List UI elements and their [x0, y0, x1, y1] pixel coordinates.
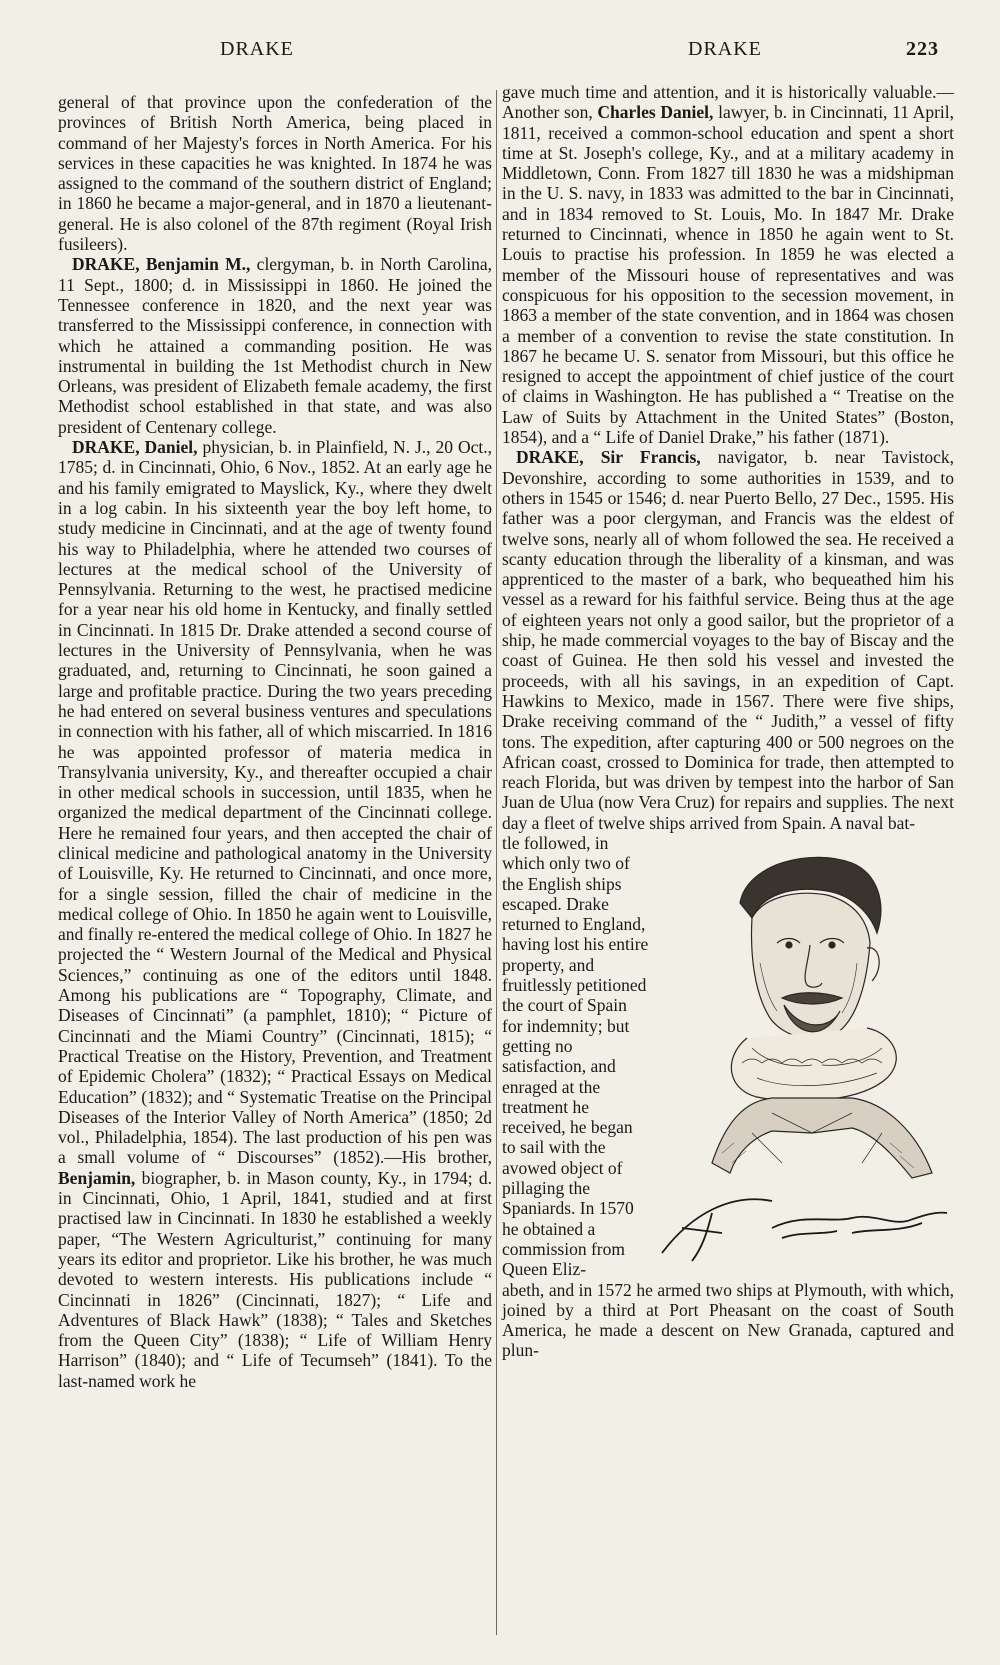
running-head-left: DRAKE [220, 38, 294, 60]
entry-benjamin-m-drake: DRAKE, Benjamin M., clergyman, b. in North Carolina, 11 Sept., 1800; d. in Mississippi in 1860. He joined the Tennessee conference in 1820, and the next year was transferred to the Mississippi conference, in connection with which he attained a commanding position. He was instrumental in building the 1st Methodist church in New Orleans, was president of Elizabeth female academy, the first Methodist school established in that state, and was also president of Centenary college. [58, 254, 492, 437]
inline-headword: Benjamin, [58, 1167, 136, 1188]
portrait-engraving [650, 833, 954, 1277]
portrait-wrap [502, 833, 954, 1280]
page-number: 223 [906, 38, 939, 60]
entry-francis-drake: DRAKE, Sir Francis, navigator, b. near Tavistock, Devonshire, according to some authorities in 1539, and to others in 1545 or 1546; d. near Puerto Bello, 27 Dec., 1595. His father was a poor clergyman, and Francis was the eldest of twelve sons, nearly all of whom followed the sea. He received a scanty education through the liberality of a kinsman, and was apprenticed to the master of a bark, who bequeathed him his vessel as a reward for his faithful service. Being thus at the age of eighteen years not only a good sailor, but the proprietor of a ship, he made commercial voyages to the bay of Biscay and the coast of Guinea. He then sold his vessel and invested the proceeds, with all his savings, in an expedition of Capt. Hawkins to Mexico, made in 1567. There were five ships, Drake receiving command of the “ Judith,” a vessel of fifty tons. The expedition, after capturing 400 or 500 negroes on the African coast, crossed to Dominica for trade, then attempted to reach Florida, but was driven by tempest into the harbor of San Juan de Ulua (now Vera Cruz) for repairs and supplies. The next day a fleet of twelve ships arrived from Spain. A naval bat- [502, 447, 955, 833]
headword: DRAKE, Daniel, [72, 437, 198, 458]
left-column [58, 92, 492, 1647]
headword: DRAKE, Benjamin M., [72, 254, 251, 275]
entry-daniel-drake: DRAKE, Daniel, physician, b. in Plainfield, N. J., 20 Oct., 1785; d. in Cincinnati, Ohio, 6 Nov., 1852. At an early age he and his family emigrated to Mayslick, Ky., where they dwelt in a log cabin. In his sixteenth year the boy left home, to study medicine in Cincinnati, and at the age of twenty found his way to Philadelphia, where he attended two courses of lectures at the medical school of the University of Pennsylvania. Returning to the west, he practised medicine for a year near his old home in Kentucky, and finally settled in Cincinnati. In 1815 Dr. Drake attended a second course of lectures in the University of Pennsylvania, when he was graduated, and, returning to Cincinnati, he soon gained a large and profitable practice. During the two years preceding he had entered on several business ventures and speculations in connection with his father, all of which miscarried. In 1816 he was appointed professor of materia medica in Transylvania university, Ky., and thereafter occupied a chair in other medical schools in succession, until 1835, when he organized the medical department of the Cincinnati college. Here he remained four years, and then accepted the chair of clinical medicine and pathological anatomy in the University of Louisville, Ky. He returned to Cincinnati, and once more, for a single session, filled the chair of medicine in the medical college of Ohio. In 1850 he again went to Louisville, and finally re-entered the medical college of Ohio. In 1827 he projected the “ Western Journal of the Medical and Physical Sciences,” continuing as one of the editors until 1848. Among his publications are “ Topography, Climate, and Diseases of Cincinnati” (a pamphlet, 1810); “ Picture of Cincinnati and the Miami Country” (Cincinnati, 1815); “ Practical Treatise on the History, Prevention, and Treatment of Epidemic Cholera” (1832); “ Practical Essays on Medical Education” (1832); and “ Systematic Treatise on the Principal Diseases of the Interior Valley of North America” (1850; 2d vol., Philadelphia, 1854). The last production of his pen was a small volume of “ Discourses” (1852).—His brother, Benjamin, biographer, b. in Mason county, Ky., in 1794; d. in Cincinnati, Ohio, 1 April, 1841, studied and at first practised law in Cincinnati. In 1830 he established a weekly paper, “The Western Agriculturist,” continuing for many years its editor and proprietor. Like his brother, he was much devoted to western interests. His publications include “ Cincinnati in 1826” (Cincinnati, 1827); “ Life and Adventures of Black Hawk” (1838); “ Tales and Sketches from the Queen City” (1838); “ Life of William Henry Harrison” (1840); and “ Life of Tecumseh” (1841). To the last-named work he [58, 437, 492, 1391]
headword: DRAKE, Sir Francis, [516, 447, 701, 468]
column-rule [496, 90, 497, 1635]
entry-continuation: general of that province upon the confederation of the provinces of British North America, being placed in command of her Majesty's forces in North America. For his services in these capacities he was knighted. In 1874 he was assigned to the command of the southern district of England; in 1860 he became a major-general, and in 1870 a lieutenant-general. He is also colonel of the 87th regiment (Royal Irish fusileers). [58, 92, 492, 255]
right-column [502, 82, 954, 1361]
wrapped-text: tle followed, in which only two of the English ships escaped. Drake returned to England, having lost his entire property, and fruitlessly petitioned the court of Spain for indemnity; but getting no satisfaction, and enraged at the treatment he received, he began to sail with the avowed object of pillaging the Spaniards. In 1570 he obtained a commission from Queen Eliz- [502, 832, 649, 1280]
running-head-right: DRAKE [688, 38, 762, 60]
portrait-illustration [650, 833, 954, 1277]
signature-icon [662, 1199, 947, 1261]
entry-francis-drake-continued: abeth, and in 1572 he armed two ships at Plymouth, with which, joined by a third at Port Pheasant on the coast of South America, he made a descent on New Granada, captured and plun- [502, 1279, 954, 1361]
inline-headword: Charles Daniel, [597, 102, 714, 123]
entry-charles-daniel-drake: gave much time and attention, and it is historically valuable.—Another son, Charles Daniel, lawyer, b. in Cincinnati, 11 April, 1811, received a common-school education and spent a short time at St. Joseph's college, Ky., and at a military academy in Middletown, Conn. From 1827 till 1830 he was a midshipman in the U. S. navy, in 1833 was admitted to the bar in Cincinnati, and in 1834 removed to St. Louis, Mo. In 1847 Mr. Drake returned to Cincinnati, whence in 1850 he again went to St. Louis to practise his profession. In 1859 he was elected a member of the Missouri house of representatives and was conspicuous for his opposition to the secession movement, in 1863 a member of the state convention, and in 1864 was chosen a member of a convention to revise the state constitution. In 1867 he became U. S. senator from Missouri, but this office he resigned to accept the appointment of chief justice of the court of claims in Washington. He has published a “ Treatise on the Law of Suits by Attachment in the United States” (Boston, 1854), and a “ Life of Daniel Drake,” his father (1871). [502, 82, 954, 448]
